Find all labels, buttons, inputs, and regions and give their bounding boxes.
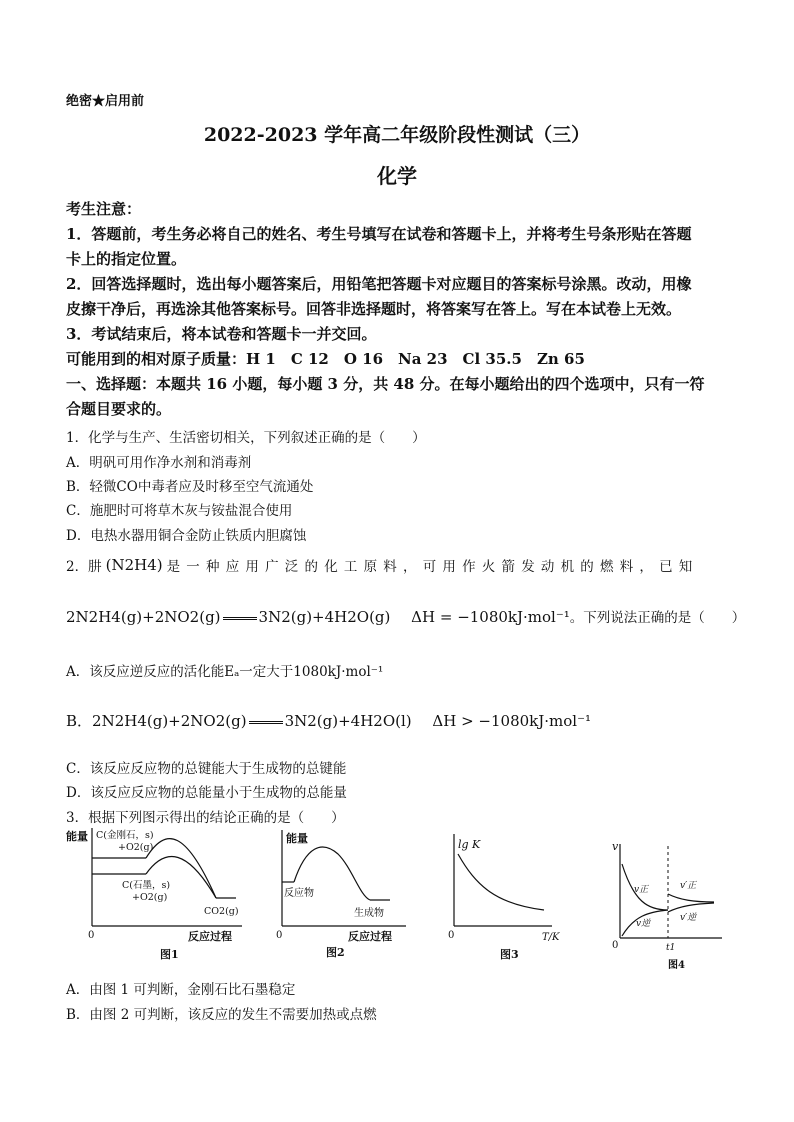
notice-item2-line2: 皮擦干净后，再选涂其他答案标号。回答非选择题时，将答案写在答上。写在本试卷上无效。	[66, 300, 682, 318]
fig1-graphite-label-o2: +O2(g)	[132, 892, 168, 903]
fig1-origin: 0	[88, 930, 95, 941]
fig2-caption: 图2	[326, 946, 345, 959]
exam-title: 2022-2023 学年高二年级阶段性测试（三）	[203, 124, 591, 146]
figure-2	[270, 826, 420, 966]
q2-stem-question: 。下列说法正确的是（ ）	[569, 610, 746, 626]
figure-1-graph	[66, 826, 246, 966]
figure-3	[446, 826, 576, 966]
notice-item2-line1: 2．回答选择题时，选出每小题答案后，用铅笔把答题卡对应题目的答案标号涂黑。改动，用橡	[66, 275, 692, 293]
fig2-ylabel: 能量	[286, 832, 308, 845]
subject-title: 化学	[377, 164, 417, 188]
fig4-vrev2-curve	[668, 903, 714, 912]
fig3-xlabel: T/K	[542, 932, 560, 943]
fig4-vrev2-label: v′逆	[680, 913, 697, 923]
q1-option-c: C．施肥时可将草木灰与铵盐混合使用	[66, 503, 293, 519]
fig1-ylabel: 能量	[66, 830, 88, 843]
notice-item1-line2: 卡上的指定位置。	[66, 250, 187, 268]
q2-option-d: D．该反应反应物的总能量小于生成物的总能量	[66, 785, 347, 801]
atomic-masses: 可能用到的相对原子质量：H 1 C 12 O 16 Na 23 Cl 35.5 Zn 65	[66, 350, 585, 368]
fig2-reactant-label: 反应物	[284, 888, 314, 899]
fig4-vfwd-label: v正	[634, 885, 649, 895]
notice-heading: 考生注意：	[66, 200, 142, 218]
fig1-diamond-label: C(金刚石，s)	[96, 830, 154, 841]
fig2-origin: 0	[276, 930, 283, 941]
fig4-vrev-label: v逆	[636, 919, 651, 929]
q2-option-b-enthalpy: ΔH > −1080kJ·mol⁻¹	[432, 712, 592, 730]
figure-2-graph	[270, 826, 420, 966]
fig2-xlabel: 反应过程	[348, 930, 392, 943]
section1-heading-line2: 合题目要求的。	[66, 400, 172, 418]
q2-stem	[66, 555, 728, 575]
q2-stem-text: 是一种应用广泛的化工原料，可用作火箭发动机的燃料，已知	[166, 559, 699, 575]
fig1-product-label: CO2(g)	[204, 906, 239, 917]
q1-option-b: B．轻微CO中毒者应及时移至空气流通处	[66, 479, 314, 495]
q1-option-d: D．电热水器用铜合金防止铁质内胆腐蚀	[66, 528, 307, 544]
q2-stem-prefix: 2．肼	[66, 559, 102, 575]
fig4-vfwd2-label: v′正	[680, 881, 697, 891]
secret-label: 绝密★启用前	[66, 94, 145, 109]
fig1-xlabel: 反应过程	[188, 930, 232, 943]
q2-option-b-left: B．2N2H4(g)+2NO2(g)	[66, 712, 247, 730]
q2-option-c: C．该反应反应物的总键能大于生成物的总键能	[66, 761, 347, 777]
fig3-origin: 0	[448, 930, 455, 941]
figure-4	[608, 836, 728, 976]
fig4-ylabel: v	[612, 840, 619, 853]
fig1-caption: 图1	[160, 948, 179, 961]
figure-3-graph	[446, 826, 576, 966]
equilibrium-sign	[249, 721, 283, 724]
fig4-vfwd2-curve	[668, 894, 714, 902]
q3-stem: 3．根据下列图示得出的结论正确的是（ ）	[66, 810, 345, 826]
q2-formula: (N2H4)	[105, 556, 163, 574]
q1-stem: 1．化学与生产、生活密切相关，下列叙述正确的是（ ）	[66, 430, 426, 446]
fig3-caption: 图3	[500, 948, 519, 961]
notice-item3: 3．考试结束后，将本试卷和答题卡一并交回。	[66, 325, 377, 343]
q2-enthalpy: ΔH = −1080kJ·mol⁻¹	[411, 608, 570, 626]
q2-eq-right: 3N2(g)+4H2O(g)	[258, 608, 391, 626]
fig4-t1-label: t1	[666, 943, 676, 953]
q3-option-a: A．由图 1 可判断，金刚石比石墨稳定	[66, 982, 296, 998]
notice-item1-line1: 1．答题前，考生务必将自己的姓名、考生号填写在试卷和答题卡上，并将考生号条形贴在答题	[66, 225, 692, 243]
q2-option-b-right: 3N2(g)+4H2O(l)	[284, 712, 412, 730]
q2-equation	[66, 606, 745, 626]
q3-option-b: B．由图 2 可判断，该反应的发生不需要加热或点燃	[66, 1007, 377, 1023]
section1-heading-line1: 一、选择题：本题共 16 小题，每小题 3 分，共 48 分。在每小题给出的四个选项中，只有一符	[66, 375, 705, 393]
equilibrium-sign	[223, 617, 257, 620]
q2-option-b	[66, 710, 591, 731]
fig1-graphite-label: C(石墨，s)	[122, 880, 171, 891]
figure-4-graph	[608, 836, 728, 976]
q1-option-a: A．明矾可用作净水剂和消毒剂	[66, 455, 252, 471]
fig3-ylabel: lg K	[458, 838, 481, 851]
q2-option-a: A．该反应逆反应的活化能Eₐ一定大于1080kJ·mol⁻¹	[66, 664, 384, 680]
fig4-origin: 0	[612, 940, 619, 951]
fig4-caption: 图4	[668, 960, 685, 971]
fig1-diamond-label-o2: +O2(g)	[118, 842, 154, 853]
fig3-curve	[458, 854, 544, 910]
fig2-product-label: 生成物	[354, 908, 384, 919]
q2-eq-left: 2N2H4(g)+2NO2(g)	[66, 608, 221, 626]
figure-1	[66, 826, 246, 966]
